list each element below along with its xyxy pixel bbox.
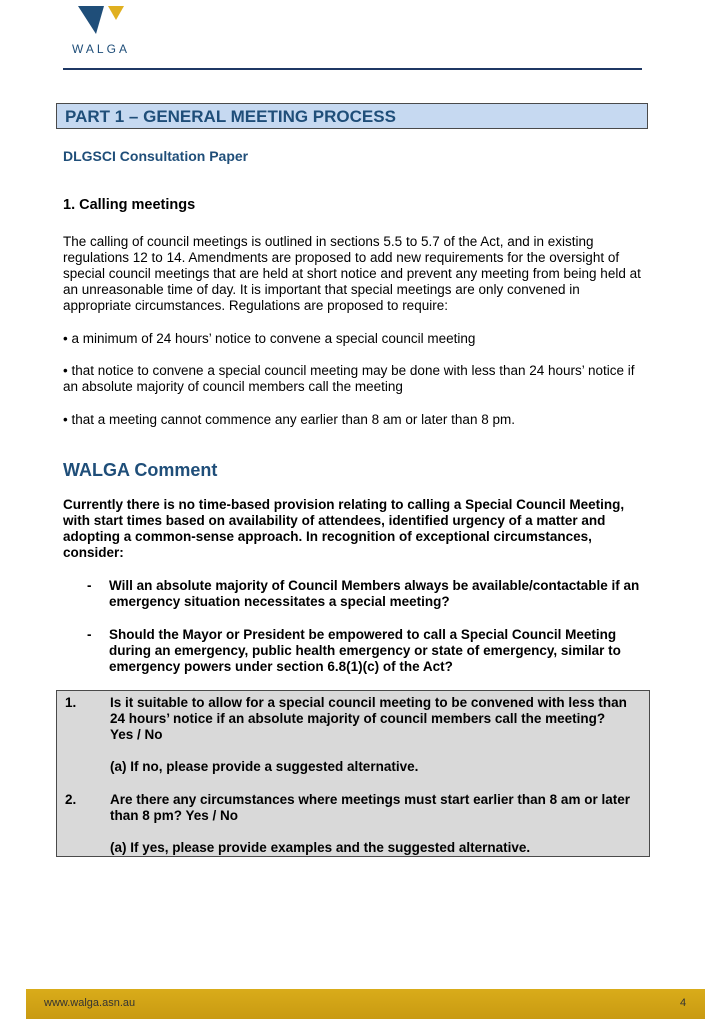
section-heading: 1. Calling meetings [63,197,196,213]
comment-point [87,627,642,675]
page-number: 4 [680,997,687,1009]
question-text: Are there any circumstances where meetings must start earlier than 8 am or later than 8 pm? Yes / No [110,792,630,823]
question-sub-text: (a) If no, please provide a suggested alternative. [110,759,419,774]
subtitle: DLGSCI Consultation Paper [63,148,249,164]
bullet-item: • a minimum of 24 hours’ notice to convene a special council meeting [63,331,476,346]
bullet-item: • that a meeting cannot commence any earlier than 8 am or later than 8 pm. [63,412,515,427]
comment-intro: Currently there is no time-based provision relating to calling a Special Council Meeting, with start times based on availability of attendees, identified urgency of a matter and adopting a common-sense approach. In recognition of exceptional circumstances, consider: [63,497,625,560]
comment-point-text: Will an absolute majority of Council Members always be available/contactable if an emergency situation necessitates a special meeting? [109,578,640,609]
header-divider [63,68,642,70]
bullet-item: • that notice to convene a special council meeting may be done with less than 24 hours’ notice if an absolute majority of council members call the meeting [63,363,635,394]
logo-text: WALGA [72,42,130,56]
question-text: Is it suitable to allow for a special council meeting to be convened with less than 24 hours’ notice if an absolute majority of council members call the meeting? Yes / No [110,695,627,742]
questions-box [56,690,650,857]
dash-marker: - [87,627,92,642]
question-sub-text: (a) If yes, please provide examples and the suggested alternative. [110,840,531,855]
dash-marker: - [87,578,92,593]
comment-point [87,578,642,610]
section-body: The calling of council meetings is outlined in sections 5.5 to 5.7 of the Act, and in existing regulations 12 to 14. Amendments are proposed to add new requirements for the oversight of special council meetings that are held at short notice and prevent any meeting from being held at an unreasonable time of day. It is important that special meetings are only convened in appropriate circumstances. Regulations are proposed to require: [63,234,641,313]
part-title: PART 1 – GENERAL MEETING PROCESS [56,103,648,129]
walga-logo-mark-icon [78,6,124,36]
comment-heading: WALGA Comment [63,460,218,480]
question-number: 1. [65,695,77,710]
question-number: 2. [65,792,77,807]
walga-logo [68,6,132,56]
footer-url: www.walga.asn.au [44,997,136,1009]
comment-point-text: Should the Mayor or President be empowered to call a Special Council Meeting during an emergency, public health emergency or state of emergency, similar to emergency powers under section 6.8(1)(c) of the Act? [109,627,621,674]
